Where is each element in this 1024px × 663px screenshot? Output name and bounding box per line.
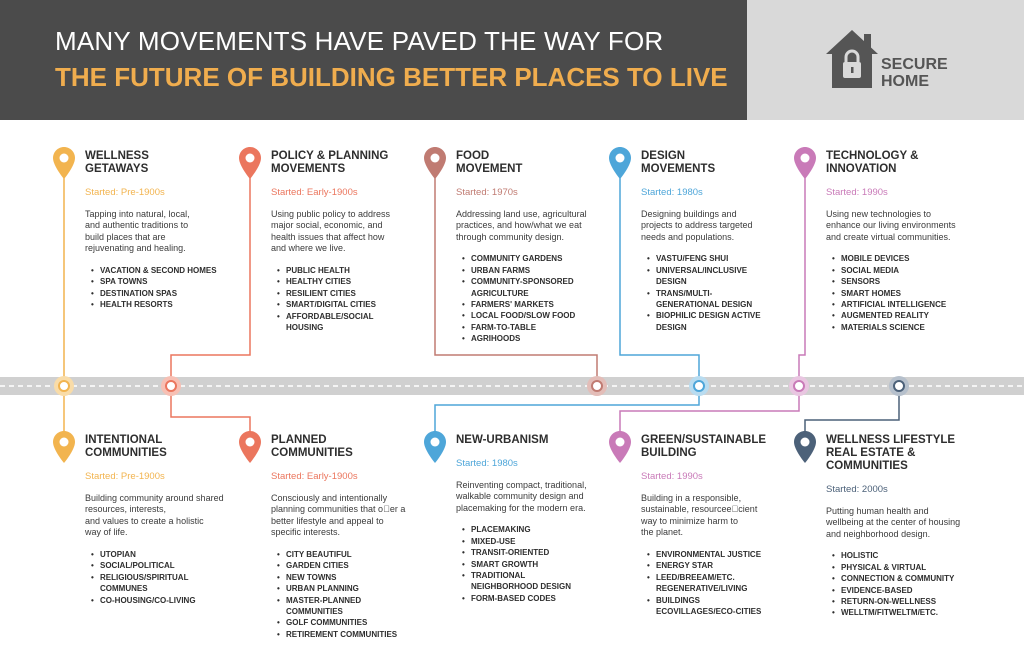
timeline-node-1 (54, 376, 74, 396)
map-pin-icon (53, 431, 75, 463)
list-item: • ARTIFICIAL INTELLIGENCE (841, 299, 986, 310)
list-item: • MIXED-USE (471, 536, 616, 547)
card-started: Started: Pre-1900s (85, 471, 165, 482)
map-pin-icon (53, 147, 75, 179)
list-item: • AUGMENTED REALITY (841, 310, 986, 321)
list-item: • CO-HOUSING/CO-LIVING (100, 595, 245, 606)
list-item: • ENERGY STAR (656, 560, 801, 571)
card-list (456, 253, 606, 344)
card-description: Building in a responsible, sustainable, resourcee cient way to minimize harm to the planet. (641, 492, 758, 538)
list-item: • HOLISTIC (841, 550, 991, 561)
card-list (826, 253, 986, 333)
list-item: • COMMUNITY GARDENS (471, 253, 606, 264)
card-description: Consciously and intentionally planning communities that o er a better lifestyle and appeal to specific interests. (271, 492, 406, 538)
list-item: • HEALTHY CITIES (286, 276, 421, 287)
list-item: • URBAN FARMS (471, 265, 606, 276)
card-started: Started: 1990s (826, 187, 888, 198)
list-item: • GARDEN CITIES (286, 560, 431, 571)
card-title: DESIGN MOVEMENTS (641, 150, 716, 175)
list-item: • SMART HOMES (841, 288, 986, 299)
card-list (271, 549, 431, 640)
map-pin-icon (239, 147, 261, 179)
list-item: • TRANSIT-ORIENTED (471, 547, 616, 558)
timeline-node-6 (889, 376, 909, 396)
list-item: • PUBLIC HEALTH (286, 265, 421, 276)
list-item: • MASTER-PLANNED COMMUNITIES (286, 595, 431, 618)
list-item: • RETIREMENT COMMUNITIES (286, 629, 431, 640)
card-description: Reinventing compact, traditional, walkable community design and placemaking for the modern era. (456, 479, 587, 513)
card-intentional-communities (85, 434, 245, 606)
map-pin-icon (424, 147, 446, 179)
card-wellness-getaways (85, 150, 235, 311)
timeline-node-5 (789, 376, 809, 396)
timeline-node-2 (161, 376, 181, 396)
card-started: Started: 2000s (826, 484, 888, 495)
list-item: • CONNECTION & COMMUNITY (841, 573, 991, 584)
list-item: • GOLF COMMUNITIES (286, 617, 431, 628)
list-item: • TRANS/MULTI- GENERATIONAL DESIGN (656, 288, 791, 311)
card-title: GREEN/SUSTAINABLE BUILDING (641, 434, 767, 459)
list-item: • AFFORDABLE/SOCIAL HOUSING (286, 311, 421, 334)
list-item: • DESTINATION SPAS (100, 288, 235, 299)
list-item: • SENSORS (841, 276, 986, 287)
list-item: • HEALTH RESORTS (100, 299, 235, 310)
list-item: • MATERIALS SCIENCE (841, 322, 986, 333)
card-title: WELLNESS LIFESTYLE REAL ESTATE & COMMUNITIES (826, 434, 956, 472)
timeline-node-3 (587, 376, 607, 396)
list-item: • FORM-BASED CODES (471, 593, 616, 604)
list-item: • MOBILE DEVICES (841, 253, 986, 264)
card-title: POLICY & PLANNING MOVEMENTS (271, 150, 389, 175)
card-food-movement (456, 150, 606, 345)
card-planned-communities (271, 434, 431, 640)
list-item: • TRADITIONAL NEIGHBORHOOD DESIGN (471, 570, 616, 593)
card-description: Using new technologies to enhance our living environments and create virtual communities. (826, 208, 956, 242)
list-item: • RELIGIOUS/SPIRITUAL COMMUNES (100, 572, 245, 595)
card-title: PLANNED COMMUNITIES (271, 434, 353, 459)
brand-name-line2: HOME (881, 73, 929, 90)
map-pin-icon (609, 147, 631, 179)
card-started: Started: 1980s (641, 187, 703, 198)
list-item: • BUILDINGS ECOVILLAGES/ECO-CITIES (656, 595, 801, 618)
list-item: • PHYSICAL & VIRTUAL (841, 562, 991, 573)
list-item: • RESILIENT CITIES (286, 288, 421, 299)
list-item: • WELLTM/FITWELTM/ETC. (841, 607, 991, 618)
card-started: Started: 1980s (456, 458, 518, 469)
list-item: • COMMUNITY-SPONSORED AGRICULTURE (471, 276, 606, 299)
list-item: • ENVIRONMENTAL JUSTICE (656, 549, 801, 560)
brand-name-line1: SECURE (881, 56, 948, 73)
list-item: • UNIVERSAL/INCLUSIVE DESIGN (656, 265, 791, 288)
card-description: Tapping into natural, local, and authentic traditions to build places that are rejuvenating and healing. (85, 208, 190, 254)
card-description: Designing buildings and projects to address targeted needs and populations. (641, 208, 753, 242)
list-item: • SOCIAL MEDIA (841, 265, 986, 276)
list-item: • RETURN-ON-WELLNESS (841, 596, 991, 607)
card-list (85, 549, 245, 606)
list-item: • SMART/DIGITAL CITIES (286, 299, 421, 310)
card-list (641, 549, 801, 617)
card-description: Putting human health and wellbeing at the center of housing and neighborhood design. (826, 505, 961, 539)
card-started: Started: Pre-1900s (85, 187, 165, 198)
list-item: • SMART GROWTH (471, 559, 616, 570)
list-item: • VASTU/FENG SHUI (656, 253, 791, 264)
card-title: NEW-URBANISM (456, 434, 549, 446)
card-list (641, 253, 791, 333)
card-wellness-lifestyle (826, 434, 991, 619)
list-item: • SPA TOWNS (100, 276, 235, 287)
card-description: Building community around shared resources, interests, and values to create a holistic way of life. (85, 492, 224, 538)
card-title: INTENTIONAL COMMUNITIES (85, 434, 167, 459)
card-design-movements (641, 150, 791, 333)
card-title: WELLNESS GETAWAYS (85, 150, 149, 175)
card-started: Started: 1970s (456, 187, 518, 198)
card-list (271, 265, 421, 333)
page-title-line1: MANY MOVEMENTS HAVE PAVED THE WAY FOR (55, 26, 664, 56)
connector-tech (799, 176, 805, 386)
card-policy-planning (271, 150, 421, 333)
list-item: • BIOPHILIC DESIGN ACTIVE DESIGN (656, 310, 791, 333)
card-list (85, 265, 235, 311)
list-item: • FARMERS' MARKETS (471, 299, 606, 310)
list-item: • AGRIHOODS (471, 333, 606, 344)
card-technology-innovation (826, 150, 986, 333)
list-item: • CITY BEAUTIFUL (286, 549, 431, 560)
list-item: • LOCAL FOOD/SLOW FOOD (471, 310, 606, 321)
list-item: • UTOPIAN (100, 549, 245, 560)
card-new-urbanism (456, 434, 616, 604)
card-title: TECHNOLOGY & INNOVATION (826, 150, 919, 175)
list-item: • URBAN PLANNING (286, 583, 431, 594)
map-pin-icon (794, 147, 816, 179)
list-item: • SOCIAL/POLITICAL (100, 560, 245, 571)
card-list (826, 550, 991, 618)
list-item: • VACATION & SECOND HOMES (100, 265, 235, 276)
card-description: Using public policy to address major social, economic, and health issues that affect how and where we live. (271, 208, 391, 254)
list-item: • NEW TOWNS (286, 572, 431, 583)
list-item: • LEED/BREEAM/ETC. REGENERATIVE/LIVING (656, 572, 801, 595)
list-item: • FARM-TO-TABLE (471, 322, 606, 333)
card-started: Started: 1990s (641, 471, 703, 482)
list-item: • PLACEMAKING (471, 524, 616, 535)
card-description: Addressing land use, agricultural practices, and how/what we eat through community design. (456, 208, 587, 242)
list-item: • EVIDENCE-BASED (841, 585, 991, 596)
card-started: Started: Early-1900s (271, 187, 358, 198)
timeline-node-4 (689, 376, 709, 396)
card-green-sustainable (641, 434, 801, 617)
card-title: FOOD MOVEMENT (456, 150, 523, 175)
card-list (456, 524, 616, 604)
page-title-line2: THE FUTURE OF BUILDING BETTER PLACES TO LIVE (55, 62, 728, 92)
card-started: Started: Early-1900s (271, 471, 358, 482)
